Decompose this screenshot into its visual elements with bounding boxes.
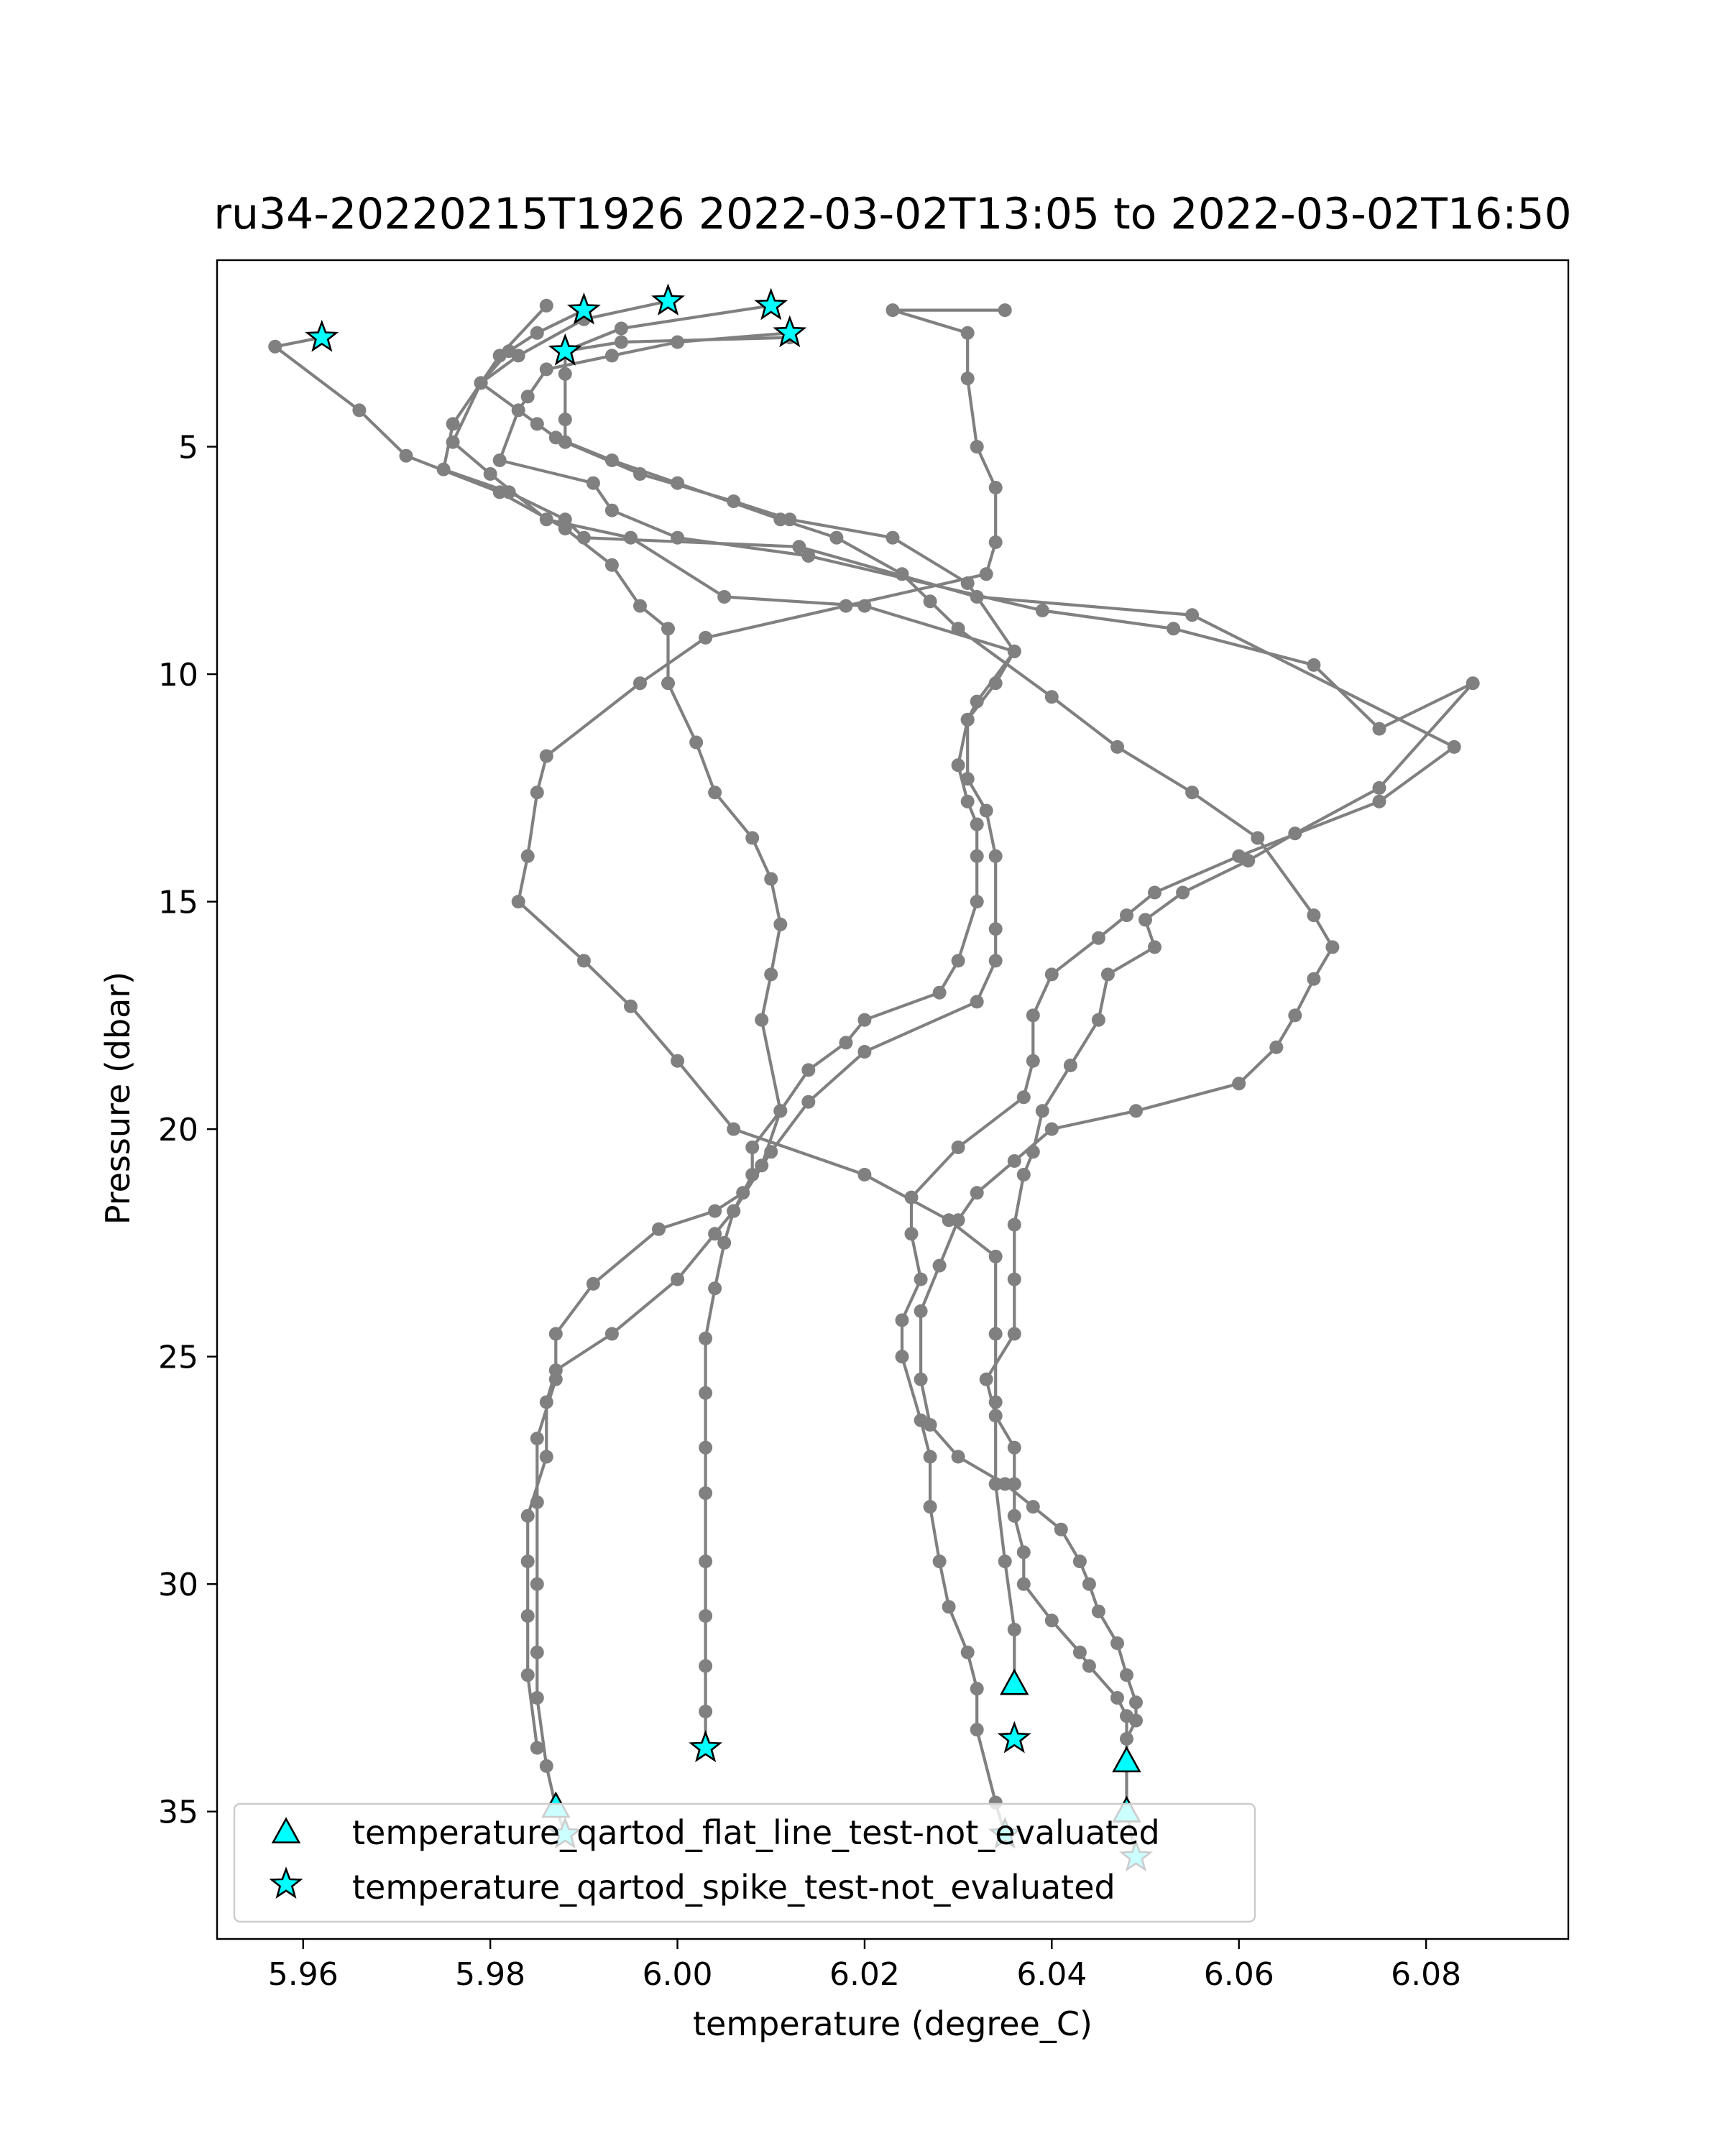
data-point-1-6 — [605, 558, 619, 572]
data-point-1-2 — [352, 403, 366, 417]
data-point-1-8 — [661, 622, 675, 635]
data-point-2-13 — [980, 804, 993, 818]
x-axis-label: temperature (degree_C) — [693, 2004, 1092, 2043]
data-point-6-4 — [558, 413, 572, 426]
data-point-3-20 — [1026, 1054, 1040, 1068]
data-point-0-23 — [989, 1396, 1003, 1409]
data-point-6-28 — [717, 1236, 731, 1250]
data-point-5-11 — [1036, 604, 1049, 617]
x-tick-label: 5.98 — [455, 1956, 526, 1993]
data-point-5-34 — [1008, 1477, 1021, 1491]
data-point-4-32 — [952, 1450, 965, 1464]
data-point-2-23 — [671, 1273, 684, 1286]
data-point-6-30 — [699, 1332, 712, 1345]
data-point-3-16 — [1120, 908, 1133, 922]
data-point-1-30 — [540, 1759, 553, 1773]
data-point-3-17 — [1092, 931, 1105, 945]
data-point-6-27 — [727, 1204, 740, 1218]
data-point-6-15 — [961, 795, 975, 808]
data-point-4-21 — [1269, 1041, 1283, 1054]
data-point-5-5 — [512, 403, 525, 417]
data-point-6-5 — [558, 436, 572, 449]
data-point-2-10 — [970, 695, 984, 709]
data-point-5-2 — [605, 349, 619, 362]
data-point-4-3 — [474, 376, 488, 390]
data-point-6-35 — [699, 1609, 712, 1623]
data-point-3-22 — [952, 1141, 965, 1154]
data-point-0-7 — [980, 567, 993, 581]
data-point-4-20 — [1288, 1008, 1302, 1022]
data-point-4-31 — [924, 1418, 937, 1432]
data-point-1-11 — [708, 786, 722, 799]
data-point-3-32 — [942, 1600, 956, 1613]
data-point-4-43 — [1120, 1732, 1133, 1746]
data-point-1-23 — [549, 1327, 563, 1341]
data-point-2-15 — [989, 922, 1003, 936]
data-point-6-36 — [699, 1659, 712, 1673]
data-point-4-37 — [1082, 1577, 1096, 1591]
data-point-3-21 — [1017, 1090, 1031, 1104]
data-point-0-25 — [998, 1554, 1012, 1568]
data-point-6-11 — [1008, 645, 1021, 658]
data-point-4-14 — [1110, 740, 1124, 754]
data-point-5-16 — [1373, 781, 1386, 795]
data-point-4-10 — [896, 567, 909, 581]
data-point-4-30 — [914, 1373, 928, 1386]
data-point-5-1 — [671, 336, 684, 349]
data-point-6-6 — [633, 467, 647, 481]
data-point-6-22 — [839, 1036, 852, 1049]
data-point-3-18 — [1045, 967, 1059, 981]
data-point-0-6 — [989, 535, 1003, 549]
data-point-3-4 — [446, 417, 460, 430]
data-point-3-34 — [970, 1682, 984, 1695]
data-point-1-27 — [530, 1577, 544, 1591]
data-point-1-21 — [652, 1222, 666, 1236]
data-point-3-35 — [970, 1723, 984, 1736]
data-point-2-32 — [530, 1741, 544, 1755]
data-point-3-19 — [1026, 1008, 1040, 1022]
series-points — [268, 295, 1480, 1864]
data-point-2-27 — [540, 1450, 553, 1464]
data-point-2-6 — [624, 531, 638, 545]
series-lines — [275, 301, 1473, 1857]
spike-marker-6-1 — [691, 1733, 720, 1760]
data-point-4-19 — [1307, 972, 1320, 986]
data-point-4-35 — [1054, 1523, 1068, 1537]
data-point-4-17 — [1307, 908, 1320, 922]
data-point-3-1 — [530, 326, 544, 340]
data-point-1-12 — [745, 831, 759, 845]
data-point-1-26 — [530, 1496, 544, 1509]
data-point-3-33 — [961, 1646, 975, 1659]
data-point-0-5 — [989, 481, 1003, 494]
data-point-5-33 — [1008, 1441, 1021, 1455]
data-point-5-13 — [1307, 658, 1320, 672]
data-point-1-1 — [268, 340, 282, 354]
data-point-4-24 — [1045, 1123, 1059, 1136]
data-point-5-28 — [1008, 1218, 1021, 1232]
data-point-4-15 — [1185, 786, 1199, 799]
data-point-2-19 — [801, 1095, 815, 1109]
data-point-5-20 — [1138, 913, 1152, 926]
data-point-4-39 — [1110, 1636, 1124, 1650]
data-point-0-10 — [633, 676, 647, 690]
data-point-2-12 — [961, 772, 975, 786]
data-point-1-19 — [736, 1186, 750, 1199]
data-point-6-26 — [745, 1168, 759, 1181]
y-axis-label: Pressure (dbar) — [98, 971, 137, 1225]
y-tick-label: 15 — [158, 884, 198, 921]
data-point-1-15 — [764, 967, 778, 981]
data-point-3-5 — [437, 463, 451, 476]
data-point-2-3 — [446, 436, 460, 449]
spike-marker-6-0 — [757, 290, 786, 318]
data-point-0-8 — [839, 599, 852, 613]
data-point-0-19 — [857, 1168, 871, 1181]
plot-frame — [217, 260, 1568, 1939]
data-point-4-26 — [970, 1186, 984, 1199]
data-point-1-29 — [530, 1691, 544, 1705]
data-point-3-30 — [924, 1500, 937, 1514]
data-point-2-0 — [540, 299, 553, 313]
data-point-3-15 — [1148, 886, 1162, 900]
data-point-0-0 — [998, 303, 1012, 317]
data-point-6-12 — [989, 676, 1003, 690]
flat-line-marker-4-0 — [1113, 1748, 1139, 1772]
spike-marker-4-0 — [654, 286, 683, 313]
data-point-5-7 — [586, 476, 600, 490]
y-tick-label: 30 — [158, 1567, 198, 1604]
data-point-6-13 — [961, 713, 975, 727]
data-point-0-17 — [671, 1054, 684, 1068]
data-point-5-18 — [1241, 854, 1255, 867]
data-point-5-27 — [1017, 1168, 1031, 1181]
data-point-6-19 — [952, 954, 965, 967]
data-point-0-4 — [970, 440, 984, 453]
data-point-5-25 — [1036, 1104, 1049, 1118]
x-tick-label: 6.00 — [642, 1956, 713, 1993]
data-point-4-7 — [671, 476, 684, 490]
data-point-1-10 — [689, 736, 703, 750]
data-point-0-9 — [699, 631, 712, 645]
data-point-0-11 — [540, 750, 553, 763]
data-point-4-27 — [952, 1213, 965, 1227]
data-point-5-9 — [671, 531, 684, 545]
data-point-0-18 — [727, 1123, 740, 1136]
data-point-5-23 — [1092, 1013, 1105, 1027]
data-point-2-30 — [521, 1609, 535, 1623]
y-tick-label: 25 — [158, 1339, 198, 1376]
data-point-5-35 — [1008, 1509, 1021, 1523]
data-point-6-14 — [952, 758, 965, 772]
x-tick-label: 6.02 — [829, 1956, 900, 1993]
data-point-5-37 — [1017, 1577, 1031, 1591]
data-point-3-27 — [896, 1350, 909, 1363]
data-point-2-7 — [717, 590, 731, 604]
data-point-3-8 — [577, 531, 591, 545]
data-point-3-10 — [970, 590, 984, 604]
data-point-4-6 — [605, 453, 619, 467]
data-point-1-9 — [661, 676, 675, 690]
data-point-5-3 — [540, 362, 553, 376]
y-tick-label: 35 — [158, 1794, 198, 1831]
data-point-6-18 — [970, 895, 984, 908]
data-point-2-16 — [989, 954, 1003, 967]
data-point-6-1 — [615, 322, 628, 336]
data-point-5-10 — [801, 549, 815, 563]
y-tick-label: 10 — [158, 657, 198, 694]
data-point-4-9 — [829, 531, 843, 545]
data-point-5-41 — [1110, 1691, 1124, 1705]
data-point-4-18 — [1325, 940, 1339, 954]
data-point-5-21 — [1148, 940, 1162, 954]
data-point-5-12 — [1167, 622, 1180, 635]
data-point-5-24 — [1064, 1059, 1077, 1072]
data-point-5-14 — [1373, 722, 1386, 736]
data-point-5-22 — [1101, 967, 1115, 981]
x-tick-label: 5.96 — [267, 1956, 339, 1993]
data-point-0-26 — [1008, 1623, 1021, 1636]
data-point-3-23 — [905, 1191, 919, 1204]
data-point-2-14 — [989, 849, 1003, 863]
data-point-2-4 — [484, 467, 497, 481]
data-point-6-33 — [699, 1486, 712, 1500]
data-point-4-2 — [512, 349, 525, 362]
data-point-4-13 — [1045, 690, 1059, 704]
data-point-4-29 — [914, 1304, 928, 1318]
data-point-1-20 — [708, 1204, 722, 1218]
data-point-5-30 — [1008, 1327, 1021, 1341]
data-point-5-4 — [521, 390, 535, 403]
data-point-6-32 — [699, 1441, 712, 1455]
data-point-4-12 — [952, 622, 965, 635]
data-point-6-21 — [857, 1013, 871, 1027]
data-point-3-25 — [914, 1273, 928, 1286]
data-point-2-24 — [605, 1327, 619, 1341]
y-axis-ticks — [158, 430, 217, 1831]
data-point-0-21 — [989, 1250, 1003, 1263]
data-point-4-36 — [1073, 1554, 1087, 1568]
data-point-0-15 — [577, 954, 591, 967]
qc-markers — [308, 286, 1151, 1869]
data-point-5-36 — [1017, 1545, 1031, 1559]
data-point-6-17 — [970, 849, 984, 863]
data-point-4-28 — [933, 1259, 947, 1273]
data-point-4-40 — [1120, 1668, 1133, 1682]
data-point-0-13 — [521, 849, 535, 863]
data-point-4-38 — [1092, 1605, 1105, 1618]
data-point-3-7 — [558, 512, 572, 526]
spike-marker-1-0 — [308, 323, 336, 350]
data-point-2-8 — [857, 599, 871, 613]
y-tick-label: 5 — [178, 429, 198, 466]
data-point-4-11 — [924, 594, 937, 608]
data-point-0-16 — [624, 1000, 638, 1013]
data-point-2-29 — [521, 1554, 535, 1568]
data-point-2-26 — [540, 1396, 553, 1409]
data-point-5-32 — [989, 1409, 1003, 1423]
data-point-2-28 — [521, 1509, 535, 1523]
data-point-4-16 — [1251, 831, 1264, 845]
data-point-1-28 — [530, 1646, 544, 1659]
data-point-4-4 — [530, 417, 544, 430]
data-point-5-31 — [980, 1373, 993, 1386]
data-point-6-31 — [699, 1386, 712, 1400]
data-point-1-25 — [530, 1432, 544, 1445]
profile-line-5 — [500, 333, 1473, 1857]
data-point-1-3 — [400, 449, 413, 463]
data-point-2-18 — [857, 1045, 871, 1059]
data-point-4-34 — [1026, 1500, 1040, 1514]
data-point-7-1 — [615, 336, 628, 349]
data-point-0-12 — [530, 786, 544, 799]
legend — [234, 1804, 1255, 1922]
data-point-5-38 — [1045, 1613, 1059, 1627]
data-point-1-22 — [586, 1277, 600, 1291]
data-point-2-31 — [521, 1668, 535, 1682]
x-axis-ticks — [268, 1939, 1461, 1993]
data-point-4-25 — [1008, 1154, 1021, 1168]
data-point-6-7 — [727, 494, 740, 508]
data-point-6-16 — [970, 818, 984, 831]
data-point-5-42 — [1120, 1709, 1133, 1723]
data-point-2-25 — [549, 1363, 563, 1377]
data-point-3-13 — [1373, 795, 1386, 808]
data-point-6-23 — [801, 1063, 815, 1077]
data-point-6-25 — [745, 1141, 759, 1154]
data-point-4-22 — [1232, 1077, 1246, 1090]
x-tick-label: 6.08 — [1391, 1956, 1462, 1993]
data-point-6-3 — [558, 367, 572, 381]
data-point-1-16 — [755, 1013, 768, 1027]
data-point-5-39 — [1073, 1646, 1087, 1659]
data-point-6-10 — [961, 576, 975, 590]
profile-line-4 — [481, 301, 1333, 1761]
data-point-3-6 — [502, 485, 516, 499]
data-point-4-41 — [1129, 1695, 1143, 1709]
legend-entry-spike: temperature_qartod_spike_test-not_evaluated — [352, 1868, 1116, 1907]
data-point-5-6 — [493, 453, 507, 467]
data-point-5-40 — [1082, 1659, 1096, 1673]
chart-title: ru34-20220215T1926 2022-03-02T13:05 to 2022-03-02T16:50 — [213, 189, 1572, 239]
x-tick-label: 6.06 — [1203, 1956, 1274, 1993]
data-point-0-2 — [961, 326, 975, 340]
data-point-5-17 — [1288, 826, 1302, 840]
data-point-0-1 — [886, 303, 900, 317]
data-point-3-29 — [924, 1450, 937, 1464]
data-point-5-19 — [1176, 886, 1190, 900]
data-point-3-12 — [1448, 740, 1461, 754]
data-point-1-13 — [764, 872, 778, 886]
data-point-2-20 — [764, 1145, 778, 1158]
data-point-6-34 — [699, 1554, 712, 1568]
legend-entry-flat-line: temperature_qartod_flat_line_test-not_evaluated — [352, 1813, 1160, 1852]
data-point-5-15 — [1466, 676, 1480, 690]
data-point-5-29 — [1008, 1273, 1021, 1286]
data-point-0-14 — [512, 895, 525, 908]
data-point-3-26 — [896, 1314, 909, 1327]
data-point-1-14 — [773, 918, 787, 931]
data-point-6-37 — [699, 1705, 712, 1718]
data-point-2-5 — [540, 512, 553, 526]
y-tick-label: 20 — [158, 1112, 198, 1149]
x-tick-label: 6.04 — [1016, 1956, 1087, 1993]
data-point-5-8 — [605, 504, 619, 517]
data-point-6-24 — [773, 1104, 787, 1118]
data-point-3-31 — [933, 1554, 947, 1568]
flat-line-marker-0-0 — [1001, 1671, 1027, 1695]
data-point-5-26 — [1026, 1145, 1040, 1158]
spike-marker-extra-0 — [1000, 1724, 1029, 1751]
data-point-3-24 — [905, 1227, 919, 1240]
data-point-4-23 — [1129, 1104, 1143, 1118]
data-point-6-29 — [708, 1281, 722, 1295]
data-point-6-9 — [886, 531, 900, 545]
data-point-1-7 — [633, 599, 647, 613]
data-point-2-17 — [970, 995, 984, 1008]
data-point-0-3 — [961, 372, 975, 385]
data-point-0-22 — [989, 1327, 1003, 1341]
data-point-6-20 — [933, 986, 947, 1000]
data-point-3-11 — [1185, 608, 1199, 622]
data-point-6-8 — [783, 512, 796, 526]
